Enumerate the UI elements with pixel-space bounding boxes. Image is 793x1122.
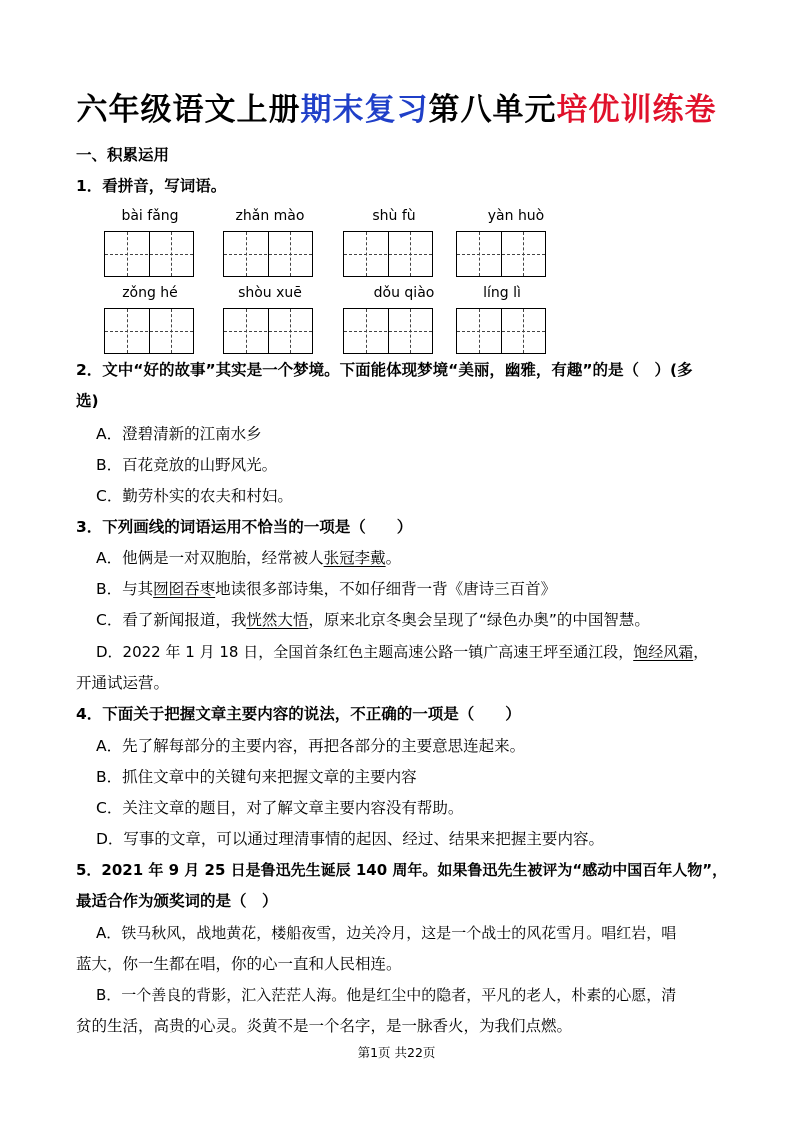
question-2-stem: 2．文中“好的故事”其实是一个梦境。下面能体现梦境“美丽，幽雅，有趣”的是（ ）(多 — [76, 361, 693, 379]
pinyin-4: yàn huò — [487, 208, 545, 224]
answer-box-3[interactable] — [343, 231, 433, 277]
q5-option-a-cont: 蓝大，你一生都在唱，你的心一直和人民相连。 — [76, 955, 402, 973]
pinyin-1: bài fǎng — [121, 208, 179, 224]
answer-box-2[interactable] — [223, 231, 313, 277]
q5-option-b-cont: 贫的生活，高贵的心灵。炎黄不是一个名字，是一脉香火，为我们点燃。 — [76, 1017, 573, 1035]
pinyin-3: shù fù — [372, 208, 416, 224]
section-heading: 一、积累运用 — [76, 146, 170, 164]
q5-option-a[interactable]: A．铁马秋风，战地黄花，楼船夜雪，边关冷月，这是一个战士的风花雪月。唱红岩，唱 — [96, 924, 677, 942]
question-2-stem-cont: 选) — [76, 392, 99, 410]
answer-box-4[interactable] — [456, 231, 546, 277]
question-3-stem: 3．下列画线的词语运用不恰当的一项是（ ） — [76, 518, 413, 536]
underlined-phrase: 饱经风霜 — [633, 643, 694, 661]
q3-option-c[interactable]: C．看了新闻报道，我恍然大悟，原来北京冬奥会呈现了“绿色办奥”的中国智慧。 — [96, 611, 650, 629]
q3-option-a[interactable]: A．他俩是一对双胞胎，经常被人张冠李戴。 — [96, 549, 402, 567]
question-5-stem: 5．2021 年 9 月 25 日是鲁迅先生诞辰 140 周年。如果鲁迅先生被评为“感动中国百年人物”， — [76, 861, 728, 879]
q3-option-d-cont: 开通试运营。 — [76, 674, 170, 692]
underlined-phrase: 张冠李戴 — [323, 549, 386, 567]
answer-box-1[interactable] — [104, 231, 194, 277]
q3-option-b[interactable]: B．与其囫囵吞枣地读很多部诗集，不如仔细背一背《唐诗三百首》 — [96, 580, 557, 598]
pinyin-7: dǒu qiào — [373, 285, 435, 301]
q3-option-d[interactable]: D．2022 年 1 月 18 日，全国首条红色主题高速公路一镇广高速王坪至通江段，饱经风霜， — [96, 643, 709, 661]
pinyin-5: zǒng hé — [122, 285, 178, 301]
answer-box-5[interactable] — [104, 308, 194, 354]
question-1-stem: 1．看拼音，写词语。 — [76, 177, 227, 195]
q2-option-a[interactable]: A．澄碧清新的江南水乡 — [96, 425, 262, 443]
question-5-stem-cont: 最适合作为颁奖词的是（ ） — [76, 892, 278, 910]
q2-option-b[interactable]: B．百花竞放的山野风光。 — [96, 456, 278, 474]
q4-option-c[interactable]: C．关注文章的题目，对了解文章主要内容没有帮助。 — [96, 799, 464, 817]
underlined-phrase: 囫囵吞枣 — [153, 580, 216, 598]
pinyin-8: líng lì — [483, 285, 521, 301]
page-title: 六年级语文上册期末复习第八单元培优训练卷 — [76, 92, 717, 128]
pinyin-6: shòu xuē — [238, 285, 302, 301]
answer-box-6[interactable] — [223, 308, 313, 354]
q2-option-c[interactable]: C．勤劳朴实的农夫和村妇。 — [96, 487, 293, 505]
q5-option-b[interactable]: B．一个善良的背影，汇入茫茫人海。他是红尘中的隐者，平凡的老人，朴素的心愿，清 — [96, 986, 677, 1004]
answer-box-7[interactable] — [343, 308, 433, 354]
q4-option-d[interactable]: D．写事的文章，可以通过理清事情的起因、经过、结果来把握主要内容。 — [96, 830, 604, 848]
page-footer: 第1页 共22页 — [357, 1045, 436, 1060]
q4-option-b[interactable]: B．抓住文章中的关键句来把握文章的主要内容 — [96, 768, 417, 786]
q4-option-a[interactable]: A．先了解每部分的主要内容，再把各部分的主要意思连起来。 — [96, 737, 526, 755]
answer-box-8[interactable] — [456, 308, 546, 354]
question-4-stem: 4．下面关于把握文章主要内容的说法，不正确的一项是（ ） — [76, 705, 521, 723]
pinyin-2: zhǎn mào — [235, 208, 305, 224]
underlined-phrase: 恍然大悟 — [246, 611, 309, 629]
